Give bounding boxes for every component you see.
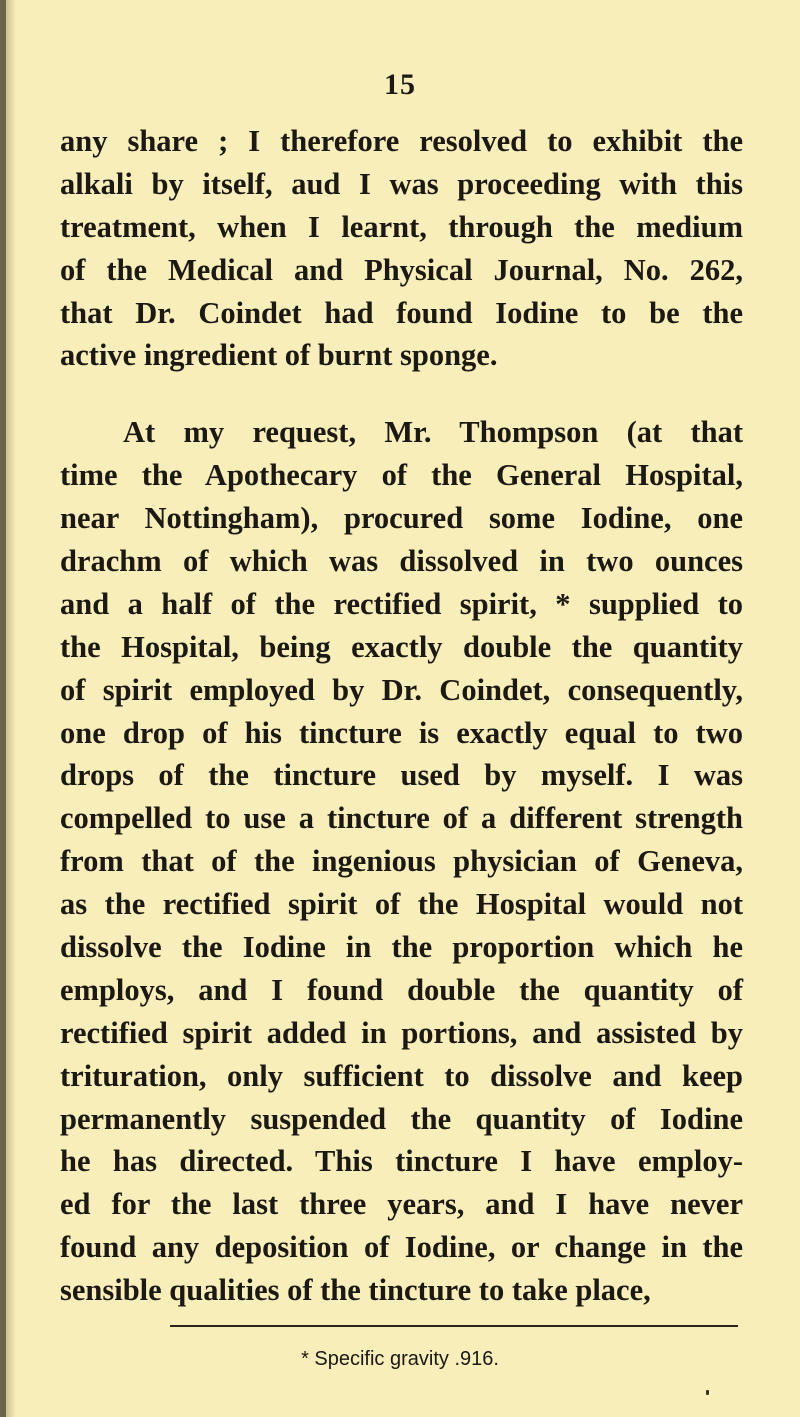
text-line: the Hospital, being exactly double the quantity xyxy=(60,629,743,664)
paragraph-2 xyxy=(60,411,743,1312)
footnote-rule xyxy=(170,1325,738,1327)
text-line: employs, and I found double the quantity of xyxy=(60,972,743,1007)
text-line: ed for the last three years, and I have never xyxy=(60,1187,743,1222)
text-line: as the rectified spirit of the Hospital would not xyxy=(60,887,743,922)
page-edge-shadow xyxy=(6,0,16,1417)
text-line: found any deposition of Iodine, or change in the xyxy=(60,1230,743,1265)
text-line: permanently suspended the quantity of Iodine xyxy=(60,1101,743,1136)
ink-speck xyxy=(706,1390,709,1395)
text-line: trituration, only sufficient to dissolve and keep xyxy=(60,1058,743,1093)
text-line: sensible qualities of the tincture to take place, xyxy=(60,1273,651,1308)
text-line: alkali by itself, aud I was proceeding with this xyxy=(60,166,743,201)
page-number: 15 xyxy=(384,68,416,101)
footnote: * Specific gravity .916. xyxy=(301,1348,499,1370)
text-line: rectified spirit added in portions, and assisted by xyxy=(60,1015,743,1050)
text-line: from that of the ingenious physician of Geneva, xyxy=(60,844,743,879)
text-line: and a half of the rectified spirit, * supplied to xyxy=(60,586,743,621)
text-line: of the Medical and Physical Journal, No. 262, xyxy=(60,252,743,287)
paragraph-gap xyxy=(60,377,743,411)
text-line: dissolve the Iodine in the proportion which he xyxy=(60,930,743,965)
text-line: drachm of which was dissolved in two ounces xyxy=(60,544,743,579)
text-line: drops of the tincture used by myself. I was xyxy=(60,758,743,793)
text-line: one drop of his tincture is exactly equal to two xyxy=(60,715,743,750)
text-line: compelled to use a tincture of a different strength xyxy=(60,801,743,836)
text-line: any share ; I therefore resolved to exhibit the xyxy=(60,124,743,158)
text-line: near Nottingham), procured some Iodine, one xyxy=(60,501,743,536)
text-line: treatment, when I learnt, through the medium xyxy=(60,209,743,244)
text-line: that Dr. Coindet had found Iodine to be the xyxy=(60,295,743,330)
text-line: active ingredient of burnt sponge. xyxy=(60,338,498,373)
text-line: he has directed. This tincture I have employ- xyxy=(60,1144,743,1179)
text-line: At my request, Mr. Thompson (at that xyxy=(123,415,743,450)
text-line: time the Apothecary of the General Hospital, xyxy=(60,458,743,493)
paragraph-1 xyxy=(60,120,743,377)
text-line: of spirit employed by Dr. Coindet, consequently, xyxy=(60,672,743,707)
body-text xyxy=(60,120,743,1312)
